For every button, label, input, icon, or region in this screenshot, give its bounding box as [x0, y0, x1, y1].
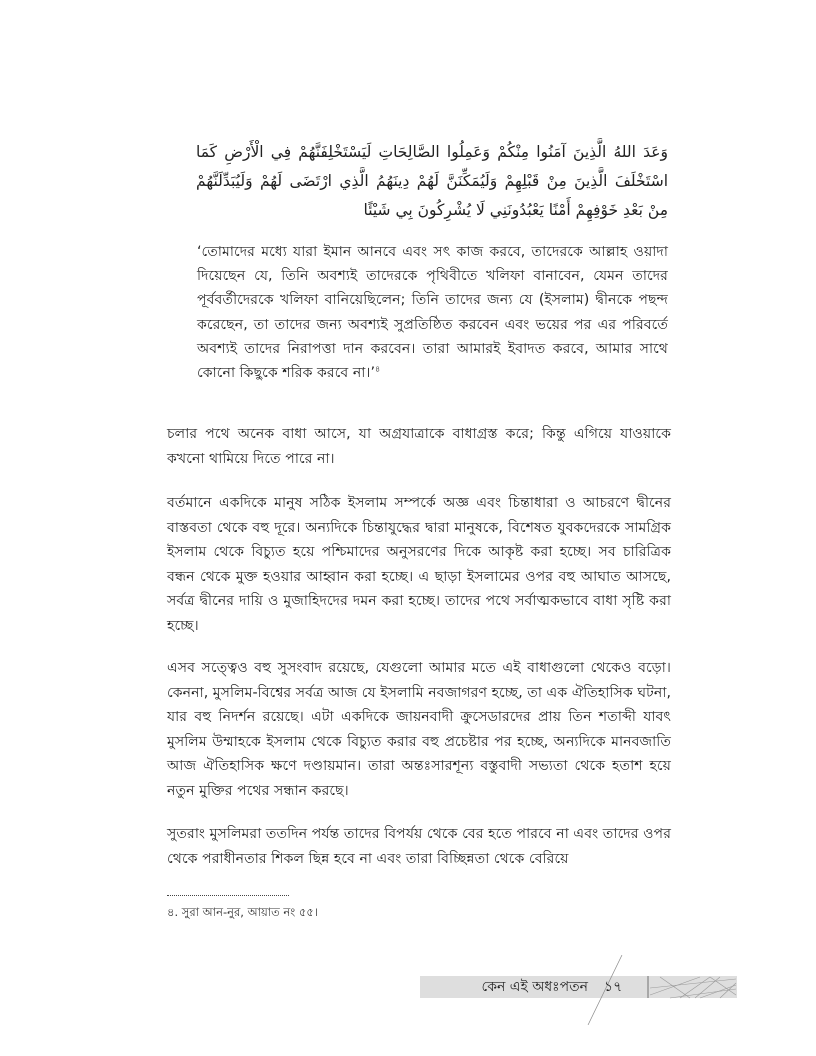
body-paragraph: সুতরাং মুসলিমরা ততদিন পর্যন্ত তাদের বিপর্যয় থেকে বের হতে পারবে না এবং তাদের ওপর থেকে পরাধীনতার শিকল ছিন্ন হবে না এবং তারা বিচ্ছিন্নতা থেকে বেরিয়ে — [167, 826, 671, 867]
body-paragraph: বর্তমানে একদিকে মানুষ সঠিক ইসলাম সম্পর্কে অজ্ঞ এবং চিন্তাধারা ও আচরণে দ্বীনের বাস্তবতা থেকে বহু দূরে। অন্যদিকে চিন্তাযুদ্ধের দ্বারা মানুষকে, বিশেষত যুবকদেরকে সামগ্রিক ইসলাম থেকে বিচ্যুত হয়ে পশ্চিমাদের অনুসরণের দিকে আকৃষ্ট করা হচ্ছে। সব চারিত্রিক বন্ধন থেকে মুক্ত হওয়ার আহ্বান করা হচ্ছে। এ ছাড়া ইসলামের ওপর বহু আঘাত আসছে, সর্বত্র দ্বীনের দায়ি ও মুজাহিদদের দমন করা হচ্ছে। তাদের পথে সর্বাত্মকভাবে বাধা সৃষ্টি করা হচ্ছে। — [167, 495, 671, 634]
arabic-verse-line: مِنْ بَعْدِ خَوْفِهِمْ أَمْنًا يَعْبُدُونَنِي لَا يُشْرِكُونَ بِي شَيْئًا — [363, 201, 668, 219]
translation-text: ‘তোমাদের মধ্যে যারা ইমান আনবে এবং সৎ কাজ করবে, তাদেরকে আল্লাহ ওয়াদা দিয়েছেন যে, তিনি অবশ্যই তাদেরকে পৃথিবীতে খলিফা বানাবেন, যেমন তাদের পূর্ববর্তীদেরকে খলিফা বানিয়েছিলেন; তিনি তাদের জন্য যে (ইসলাম) দ্বীনকে পছন্দ করেছেন, তা তাদের জন্য অবশ্যই সুপ্রতিষ্ঠিত করবেন এবং ভয়ের পর এর পরিবর্তে অবশ্যই তাদের নিরাপত্তা দান করবেন। তারা আমারই ইবাদত করবে, আমার সাথে কোনো কিছুকে শরিক করবে না।’ — [197, 244, 668, 382]
footer-decoration — [560, 955, 750, 1025]
arabic-verse — [196, 138, 668, 225]
footnote-reference[interactable]: ৪ — [375, 364, 381, 374]
arabic-verse-line: وَعَدَ اللهُ الَّذِينَ آمَنُوا مِنْكُمْ وَعَمِلُوا الصَّالِحَاتِ لَيَسْتَخْلِفَنَّهُمْ فِي الْأَرْضِ كَمَا — [196, 143, 668, 161]
arabic-verse-line: اسْتَخْلَفَ الَّذِينَ مِنْ قَبْلِهِمْ وَلَيُمَكِّنَنَّ لَهُمْ دِينَهُمُ الَّذِي ارْتَضَى لَهُمْ وَلَيُبَدِّلَنَّهُمْ — [196, 172, 668, 190]
footnote: ৪. সুরা আন-নুর, আয়াত নং ৫৫। — [167, 905, 318, 919]
footer-geometric-pattern — [650, 977, 736, 998]
body-paragraph: এসব সত্ত্বেও বহু সুসংবাদ রয়েছে, যেগুলো আমার মতে এই বাধাগুলো থেকেও বড়ো। কেননা, মুসলিম-বিশ্বের সর্বত্র আজ যে ইসলামি নবজাগরণ হচ্ছে, তা এক ঐতিহাসিক ঘটনা, যার বহু নিদর্শন রয়েছে। এটা একদিকে জায়নবাদী ক্রুসেডারদের প্রায় তিন শতাব্দী যাবৎ মুসলিম উম্মাহকে ইসলাম থেকে বিচ্যুত করার বহু প্রচেষ্টার পর হচ্ছে, অন্যদিকে মানবজাতি আজ ঐতিহাসিক ক্ষণে দণ্ডায়মান। তারা অন্তঃসারশূন্য বস্তুবাদী সভ্যতা থেকে হতাশ হয়ে নতুন মুক্তির পথের সন্ধান করছে। — [167, 660, 671, 799]
page-number: ১৭ — [604, 979, 623, 995]
running-footer-title: কেন এই অধঃপতন — [481, 979, 588, 995]
verse-translation — [197, 240, 668, 385]
body-paragraph: চলার পথে অনেক বাধা আসে, যা অগ্রযাত্রাকে বাধাগ্রস্ত করে; কিন্তু এগিয়ে যাওয়াকে কখনো থামিয়ে দিতে পারে না। — [167, 426, 671, 467]
footnote-divider — [167, 895, 289, 896]
